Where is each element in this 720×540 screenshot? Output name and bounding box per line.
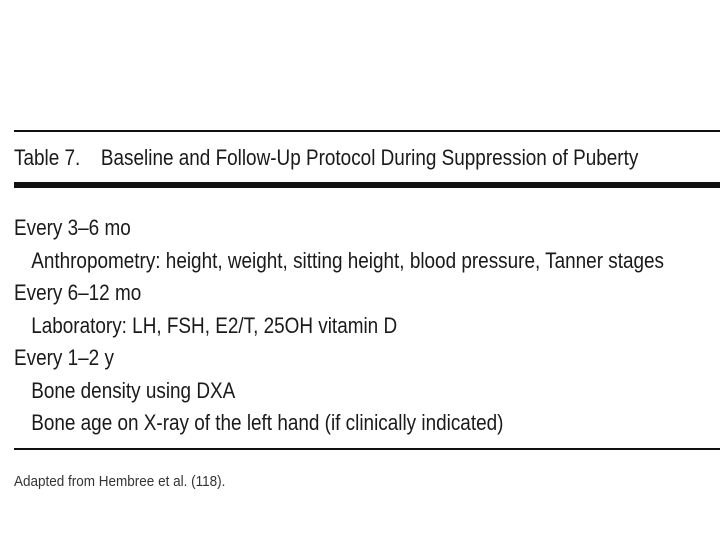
table-row-frequency: Every 1–2 y bbox=[14, 345, 114, 370]
table-title-row bbox=[14, 140, 639, 176]
table-row-item: Bone age on X-ray of the left hand (if clinically indicated) bbox=[31, 410, 504, 435]
table-row-item: Laboratory: LH, FSH, E2/T, 25OH vitamin D bbox=[31, 312, 398, 338]
table-row-frequency: Every 3–6 mo bbox=[14, 215, 131, 240]
table-header-rule bbox=[14, 182, 720, 188]
table-footnote-clip bbox=[14, 473, 720, 490]
table-footnote: Adapted from Hembree et al. (118). bbox=[14, 473, 226, 490]
table-title: Baseline and Follow-Up Protocol During Suppression of Puberty bbox=[100, 145, 639, 170]
table-body bbox=[14, 212, 720, 440]
table-top-rule bbox=[14, 130, 720, 132]
table-row-frequency: Every 6–12 mo bbox=[14, 280, 142, 305]
table-bottom-rule bbox=[14, 448, 720, 450]
table-number: Table 7. bbox=[14, 145, 81, 170]
table-row-item: Anthropometry: height, weight, sitting height, blood pressure, Tanner stages bbox=[31, 247, 664, 273]
table-row-item: Bone density using DXA bbox=[31, 377, 236, 403]
